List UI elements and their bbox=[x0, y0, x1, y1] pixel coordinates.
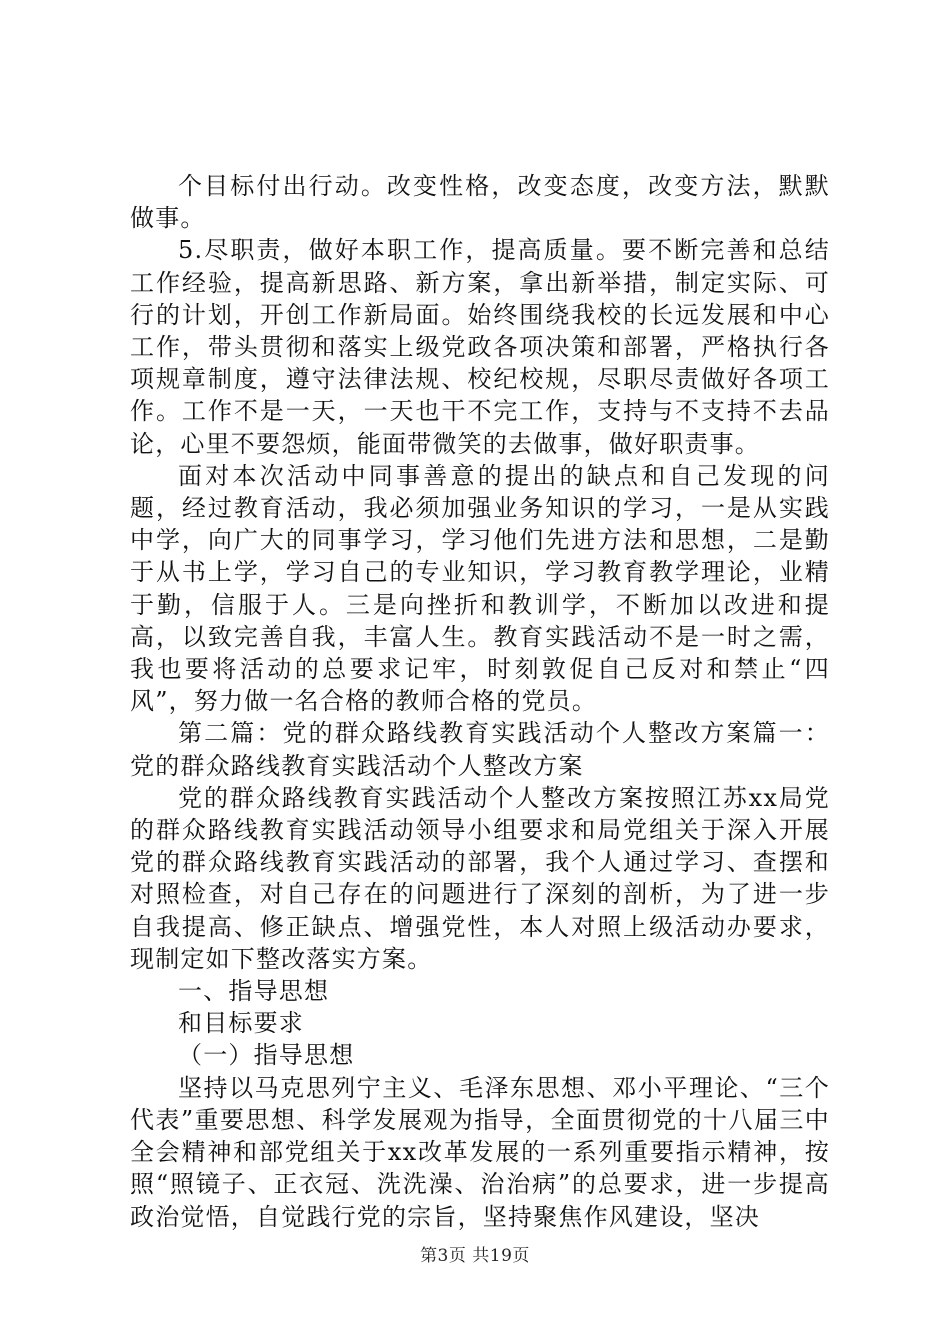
page-footer: 第3页 共19页 bbox=[420, 1246, 530, 1266]
paragraph-heading: 第二篇：党的群众路线教育实践活动个人整改方案篇一：党的群众路线教育实践活动个人整改方案 bbox=[130, 719, 830, 780]
document-body bbox=[130, 170, 830, 1233]
paragraph: 坚持以马克思列宁主义、毛泽东思想、邓小平理论、“三个代表”重要思想、科学发展观为指导，全面贯彻党的十八届三中全会精神和部党组关于xx改革发展的一系列重要指示精神，按照“照镜子、正衣冠、洗洗澡、治治病”的总要求，进一步提高政治觉悟，自觉践行党的宗旨，坚持聚焦作风建设，坚决 bbox=[130, 1073, 830, 1231]
paragraph: 党的群众路线教育实践活动个人整改方案按照江苏xx局党的群众路线教育实践活动领导小组要求和局党组关于深入开展党的群众路线教育实践活动的部署，我个人通过学习、查摆和对照检查，对自己存在的问题进行了深刻的剖析，为了进一步自我提高、修正缺点、增强党性，本人对照上级活动办要求，现制定如下整改落实方案。 bbox=[130, 783, 830, 973]
paragraph: 面对本次活动中同事善意的提出的缺点和自己发现的问题，经过教育活动，我必须加强业务知识的学习，一是从实践中学，向广大的同事学习，学习他们先进方法和思想，二是勤于从书上学，学习自己的专业知识，学习教育教学理论，业精于勤，信服于人。三是向挫折和教训学，不断加以改进和提高，以致完善自我，丰富人生。教育实践活动不是一时之需，我也要将活动的总要求记牢，时刻敦促自己反对和禁止“四风”，努力做一名合格的教师合格的党员。 bbox=[130, 461, 830, 716]
section-heading-continued: 和目标要求 bbox=[178, 1009, 304, 1038]
section-heading: 一、指导思想 bbox=[178, 977, 330, 1006]
paragraph: 5.尽职责，做好本职工作，提高质量。要不断完善和总结工作经验，提高新思路、新方案，拿出新举措，制定实际、可行的计划，开创工作新局面。始终围绕我校的长远发展和中心工作，带头贯彻和落实上级党政各项决策和部署，严格执行各项规章制度，遵守法律法规、校纪校规，尽职尽责做好各项工作。工作不是一天，一天也干不完工作，支持与不支持不去品论，心里不要怨烦，能面带微笑的去做事，做好职责事。 bbox=[130, 236, 830, 458]
paragraph: 个目标付出行动。改变性格，改变态度，改变方法，默默做事。 bbox=[130, 172, 830, 233]
subsection-heading: （一）指导思想 bbox=[178, 1041, 355, 1070]
